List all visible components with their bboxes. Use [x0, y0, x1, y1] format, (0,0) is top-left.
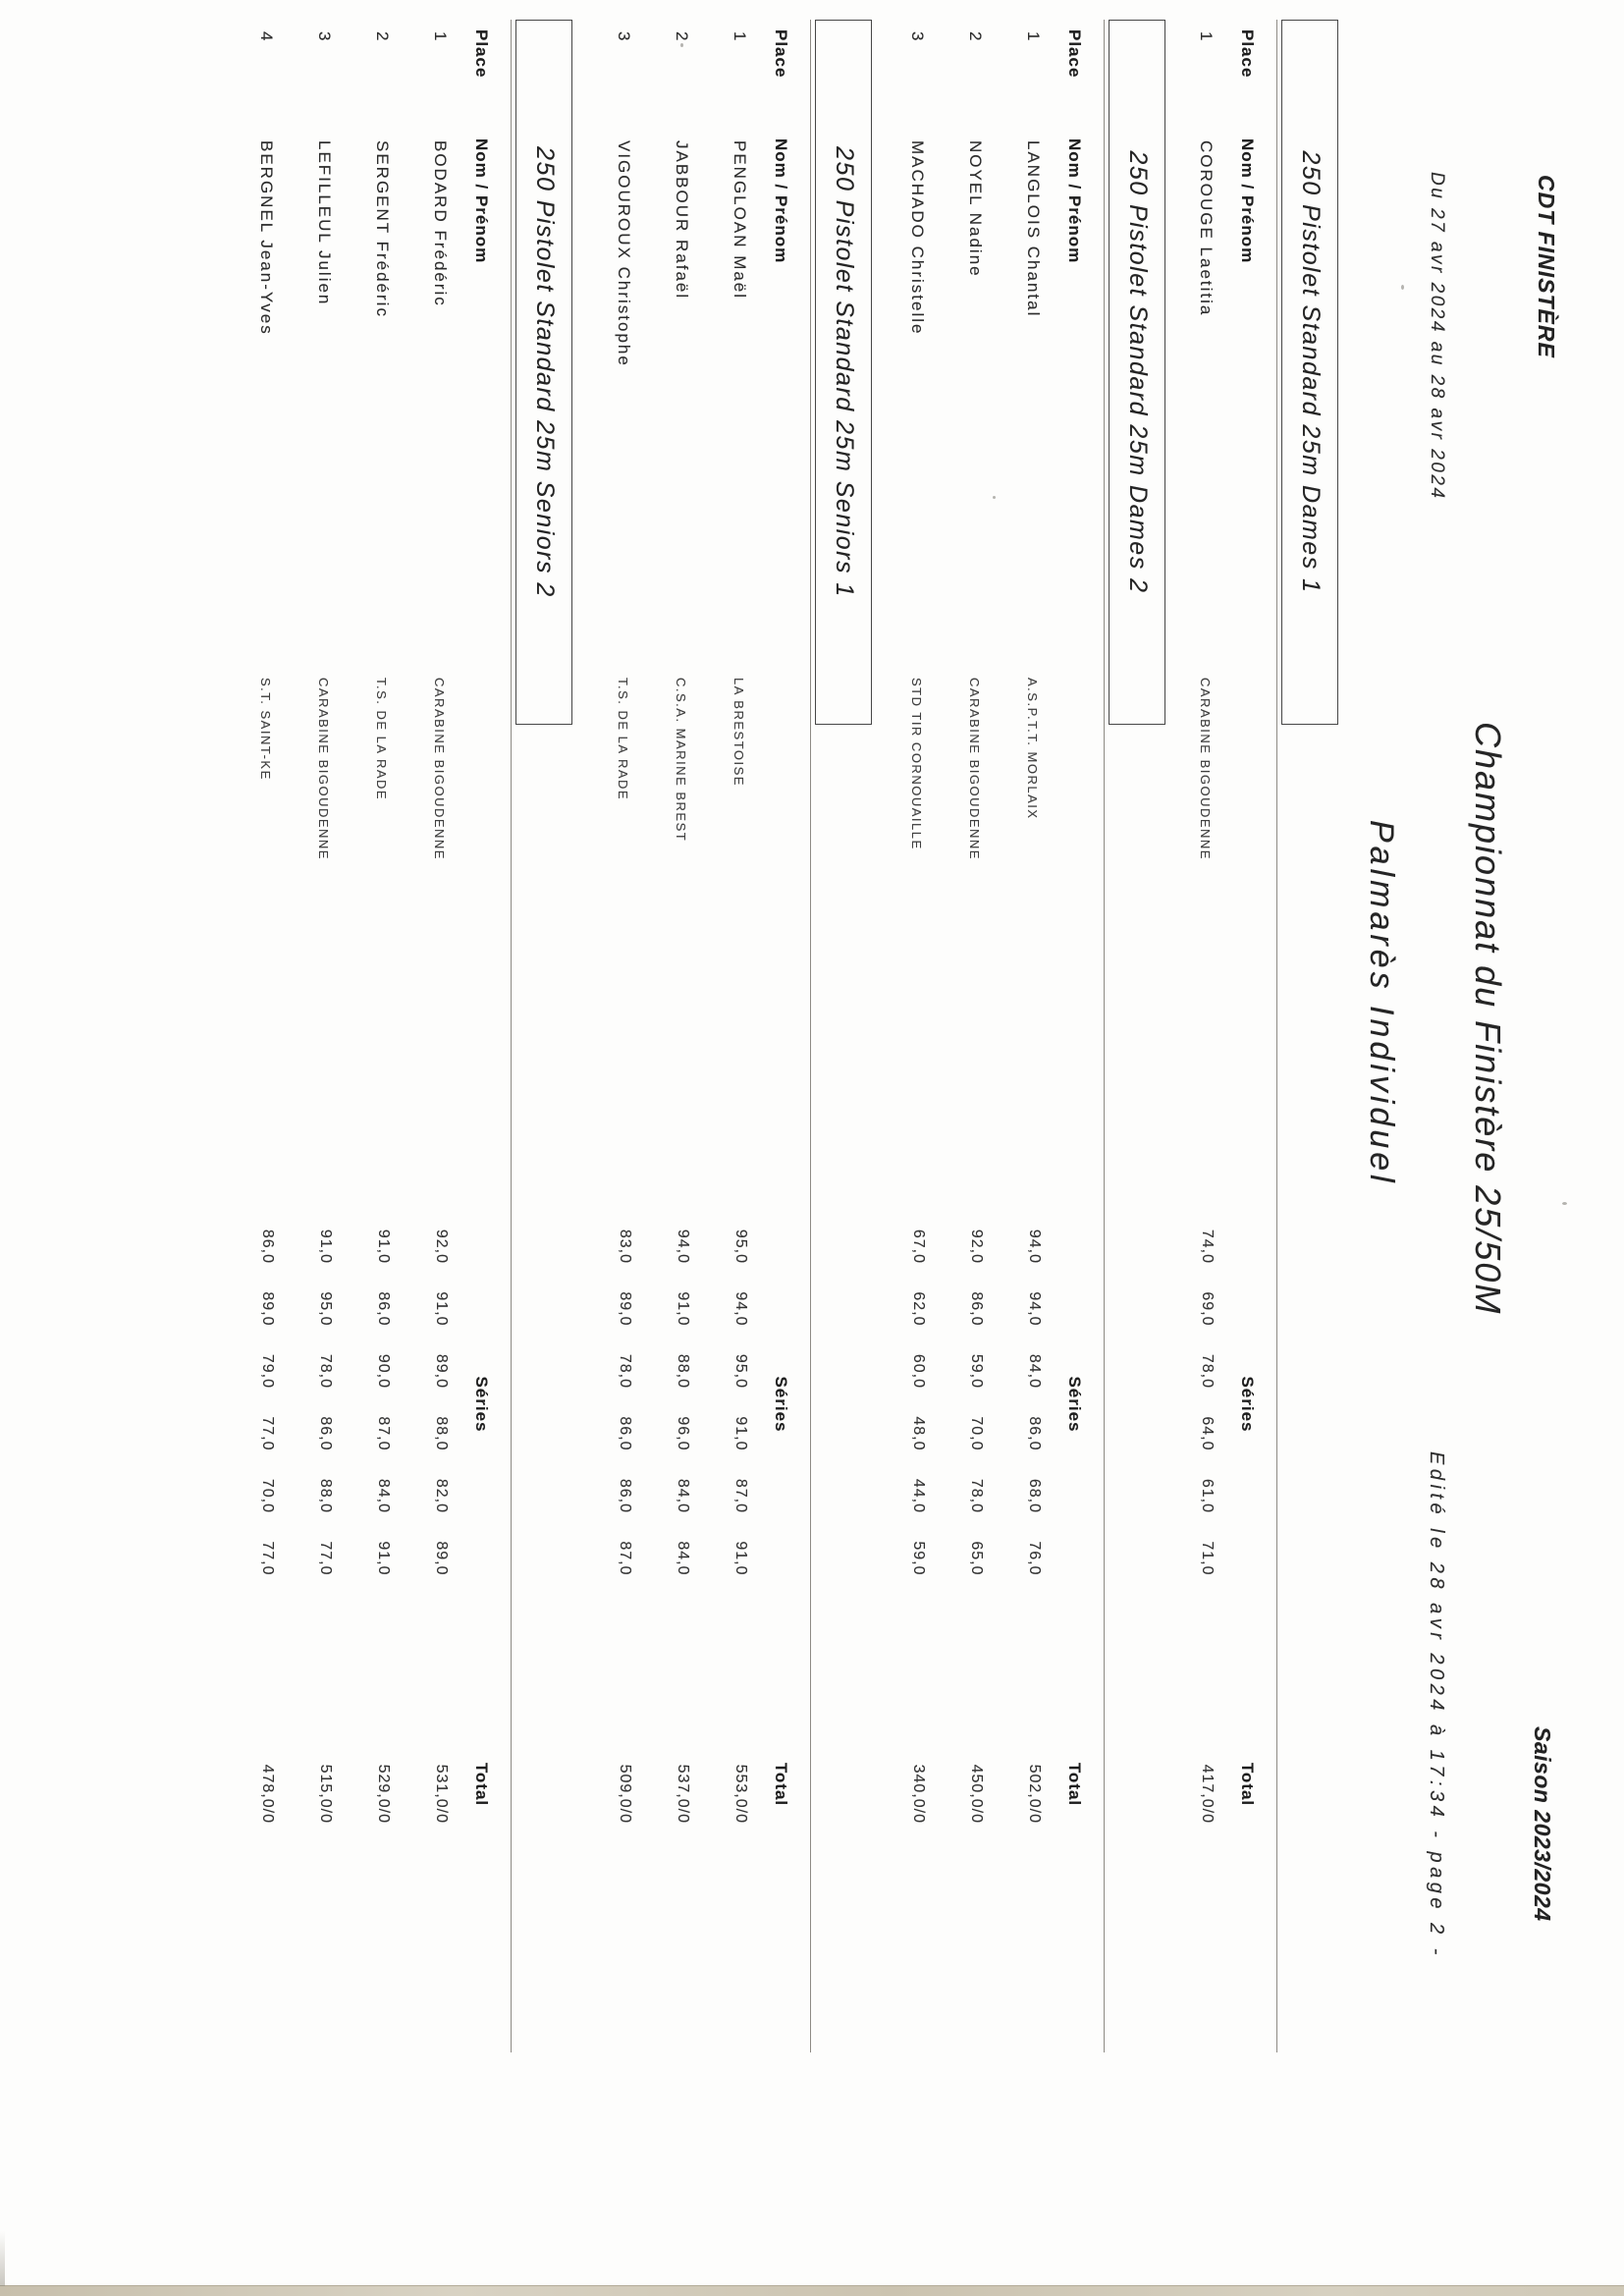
series-cell: 71,0 [1199, 1541, 1216, 1576]
series-cell: 86,0 [617, 1478, 633, 1513]
series-cell: 95,0 [732, 1229, 749, 1264]
result-table-section [908, 0, 1165, 2296]
scan-speck [1562, 1202, 1567, 1205]
series-cell: 88,0 [433, 1416, 450, 1451]
name-cell: PENGLOAN Maël [731, 140, 749, 301]
name-cell: VIGOUROUX Christophe [615, 140, 633, 367]
total-cell: 529,0/0 [375, 1764, 392, 1824]
series-cell: 83,0 [617, 1229, 633, 1264]
col-header-series: Séries [772, 1376, 790, 1433]
document-subtitle: Palmarès Individuel [1363, 820, 1400, 1186]
total-cell: 417,0/0 [1199, 1764, 1216, 1824]
club-cell: T.S. DE LA RADE [374, 678, 389, 801]
result-table-section [615, 0, 872, 2296]
series-cell: 86,0 [617, 1416, 633, 1451]
total-cell: 515,0/0 [317, 1764, 334, 1824]
name-cell: BODARD Frédéric [431, 140, 450, 307]
club-cell: CARABINE BIGOUDENNE [967, 678, 982, 860]
section-title-box: 250 Pistolet Standard 25m Seniors 2 [515, 20, 572, 725]
table-top-rule [511, 20, 512, 2052]
series-cell: 87,0 [732, 1478, 749, 1513]
series-cell: 95,0 [732, 1353, 749, 1389]
series-cell: 94,0 [1026, 1291, 1043, 1327]
col-header-series: Séries [472, 1376, 491, 1433]
club-cell: CARABINE BIGOUDENNE [1198, 678, 1213, 860]
series-cell: 88,0 [317, 1478, 334, 1513]
series-cell: 77,0 [317, 1541, 334, 1576]
total-cell: 340,0/0 [910, 1764, 927, 1824]
col-header-total: Total [1065, 1762, 1084, 1807]
place-cell: 2 [673, 31, 691, 43]
name-cell: LANGLOIS Chantal [1024, 140, 1043, 318]
series-cell: 88,0 [675, 1353, 691, 1389]
series-cell: 59,0 [910, 1541, 927, 1576]
series-cell: 92,0 [968, 1229, 985, 1264]
total-cell: 509,0/0 [617, 1764, 633, 1824]
table-top-rule [1276, 20, 1277, 2052]
name-cell: NOYEL Nadine [966, 140, 985, 278]
series-cell: 87,0 [617, 1541, 633, 1576]
col-header-place: Place [772, 29, 790, 79]
name-cell: MACHADO Christelle [908, 140, 927, 336]
col-header-place: Place [1065, 29, 1084, 79]
series-cell: 92,0 [433, 1229, 450, 1264]
col-header-series: Séries [1238, 1376, 1257, 1433]
col-header-name: Nom / Prénom [772, 138, 790, 264]
place-cell: 3 [615, 31, 633, 43]
club-cell: A.S.P.T.T. MORLAIX [1025, 678, 1040, 820]
place-cell: 3 [315, 31, 334, 43]
document-title: Championnat du Finistère 25/50M [1468, 722, 1508, 1316]
club-cell: T.S. DE LA RADE [616, 678, 630, 801]
place-cell: 4 [257, 31, 276, 43]
place-cell: 1 [1024, 31, 1043, 43]
club-cell: STD TIR CORNOUAILLE [909, 678, 924, 850]
series-cell: 76,0 [1026, 1541, 1043, 1576]
series-cell: 94,0 [732, 1291, 749, 1327]
club-cell: S.T. SAINT-KE [258, 678, 273, 781]
col-header-total: Total [772, 1762, 790, 1807]
series-cell: 87,0 [375, 1416, 392, 1451]
series-cell: 79,0 [259, 1353, 276, 1389]
scan-corner-smudge [0, 2231, 5, 2286]
series-cell: 90,0 [375, 1353, 392, 1389]
col-header-series: Séries [1065, 1376, 1084, 1433]
series-cell: 86,0 [259, 1229, 276, 1264]
place-cell: 2 [373, 31, 392, 43]
series-cell: 61,0 [1199, 1478, 1216, 1513]
series-cell: 84,0 [375, 1478, 392, 1513]
total-cell: 450,0/0 [968, 1764, 985, 1824]
series-cell: 89,0 [433, 1353, 450, 1389]
series-cell: 95,0 [317, 1291, 334, 1327]
series-cell: 78,0 [617, 1353, 633, 1389]
series-cell: 86,0 [968, 1291, 985, 1327]
series-cell: 86,0 [317, 1416, 334, 1451]
total-cell: 553,0/0 [732, 1764, 749, 1824]
series-cell: 89,0 [259, 1291, 276, 1327]
series-cell: 77,0 [259, 1416, 276, 1451]
series-cell: 89,0 [433, 1541, 450, 1576]
series-cell: 84,0 [675, 1478, 691, 1513]
place-cell: 1 [431, 31, 450, 43]
series-cell: 82,0 [433, 1478, 450, 1513]
col-header-place: Place [472, 29, 491, 79]
series-cell: 86,0 [1026, 1416, 1043, 1451]
series-cell: 91,0 [732, 1541, 749, 1576]
name-cell: BERGNEL Jean-Yves [257, 140, 276, 336]
series-cell: 91,0 [375, 1229, 392, 1264]
table-top-rule [1104, 20, 1105, 2052]
name-cell: LEFILLEUL Julien [315, 140, 334, 306]
club-cell: LA BRESTOISE [731, 678, 746, 787]
section-title-box: 250 Pistolet Standard 25m Seniors 1 [815, 20, 872, 725]
series-cell: 64,0 [1199, 1416, 1216, 1451]
edited-info: Edité le 28 avr 2024 à 17:34 - page 2 - [1426, 1451, 1447, 1959]
total-cell: 478,0/0 [259, 1764, 276, 1824]
scan-speck [680, 43, 683, 47]
series-cell: 94,0 [675, 1229, 691, 1264]
section-title-box: 250 Pistolet Standard 25m Dames 2 [1109, 20, 1165, 725]
table-top-rule [810, 20, 811, 2052]
scan-speck [993, 496, 996, 499]
place-cell: 1 [731, 31, 749, 43]
series-cell: 74,0 [1199, 1229, 1216, 1264]
name-cell: COROUGE Laetitia [1197, 140, 1216, 317]
scan-speck [1401, 285, 1404, 290]
place-cell: 3 [908, 31, 927, 43]
place-cell: 2 [966, 31, 985, 43]
col-header-name: Nom / Prénom [1238, 138, 1257, 264]
col-header-name: Nom / Prénom [1065, 138, 1084, 264]
col-header-name: Nom / Prénom [472, 138, 491, 264]
total-cell: 502,0/0 [1026, 1764, 1043, 1824]
series-cell: 62,0 [910, 1291, 927, 1327]
section-title-box: 250 Pistolet Standard 25m Dames 1 [1281, 20, 1338, 725]
series-cell: 89,0 [617, 1291, 633, 1327]
date-range: Du 27 avr 2024 au 28 avr 2024 [1427, 172, 1447, 501]
place-cell: 1 [1197, 31, 1216, 43]
series-cell: 77,0 [259, 1541, 276, 1576]
scan-edge-artifact [0, 2285, 1624, 2296]
series-cell: 68,0 [1026, 1478, 1043, 1513]
club-cell: CARABINE BIGOUDENNE [316, 678, 331, 860]
col-header-total: Total [472, 1762, 491, 1807]
series-cell: 91,0 [375, 1541, 392, 1576]
total-cell: 531,0/0 [433, 1764, 450, 1824]
series-cell: 60,0 [910, 1353, 927, 1389]
col-header-total: Total [1238, 1762, 1257, 1807]
series-cell: 65,0 [968, 1541, 985, 1576]
series-cell: 78,0 [1199, 1353, 1216, 1389]
name-cell: SERGENT Frédéric [373, 140, 392, 318]
series-cell: 44,0 [910, 1478, 927, 1513]
series-cell: 94,0 [1026, 1229, 1043, 1264]
series-cell: 91,0 [433, 1291, 450, 1327]
result-table-section [257, 0, 572, 2296]
total-cell: 537,0/0 [675, 1764, 691, 1824]
series-cell: 91,0 [732, 1416, 749, 1451]
series-cell: 70,0 [259, 1478, 276, 1513]
club-cell: CARABINE BIGOUDENNE [432, 678, 447, 860]
series-cell: 48,0 [910, 1416, 927, 1451]
series-cell: 59,0 [968, 1353, 985, 1389]
organization-name: CDT FINISTÈRE [1534, 175, 1559, 358]
series-cell: 78,0 [317, 1353, 334, 1389]
club-cell: C.S.A. MARINE BREST [674, 678, 688, 843]
name-cell: JABBOUR Rafaël [673, 140, 691, 301]
col-header-place: Place [1238, 29, 1257, 79]
series-cell: 86,0 [375, 1291, 392, 1327]
series-cell: 84,0 [675, 1541, 691, 1576]
series-cell: 78,0 [968, 1478, 985, 1513]
result-table-section [1197, 0, 1338, 2296]
series-cell: 91,0 [317, 1229, 334, 1264]
series-cell: 69,0 [1199, 1291, 1216, 1327]
series-cell: 96,0 [675, 1416, 691, 1451]
series-cell: 67,0 [910, 1229, 927, 1264]
season-label: Saison 2023/2024 [1530, 1726, 1555, 1922]
series-cell: 91,0 [675, 1291, 691, 1327]
series-cell: 70,0 [968, 1416, 985, 1451]
series-cell: 84,0 [1026, 1353, 1043, 1389]
